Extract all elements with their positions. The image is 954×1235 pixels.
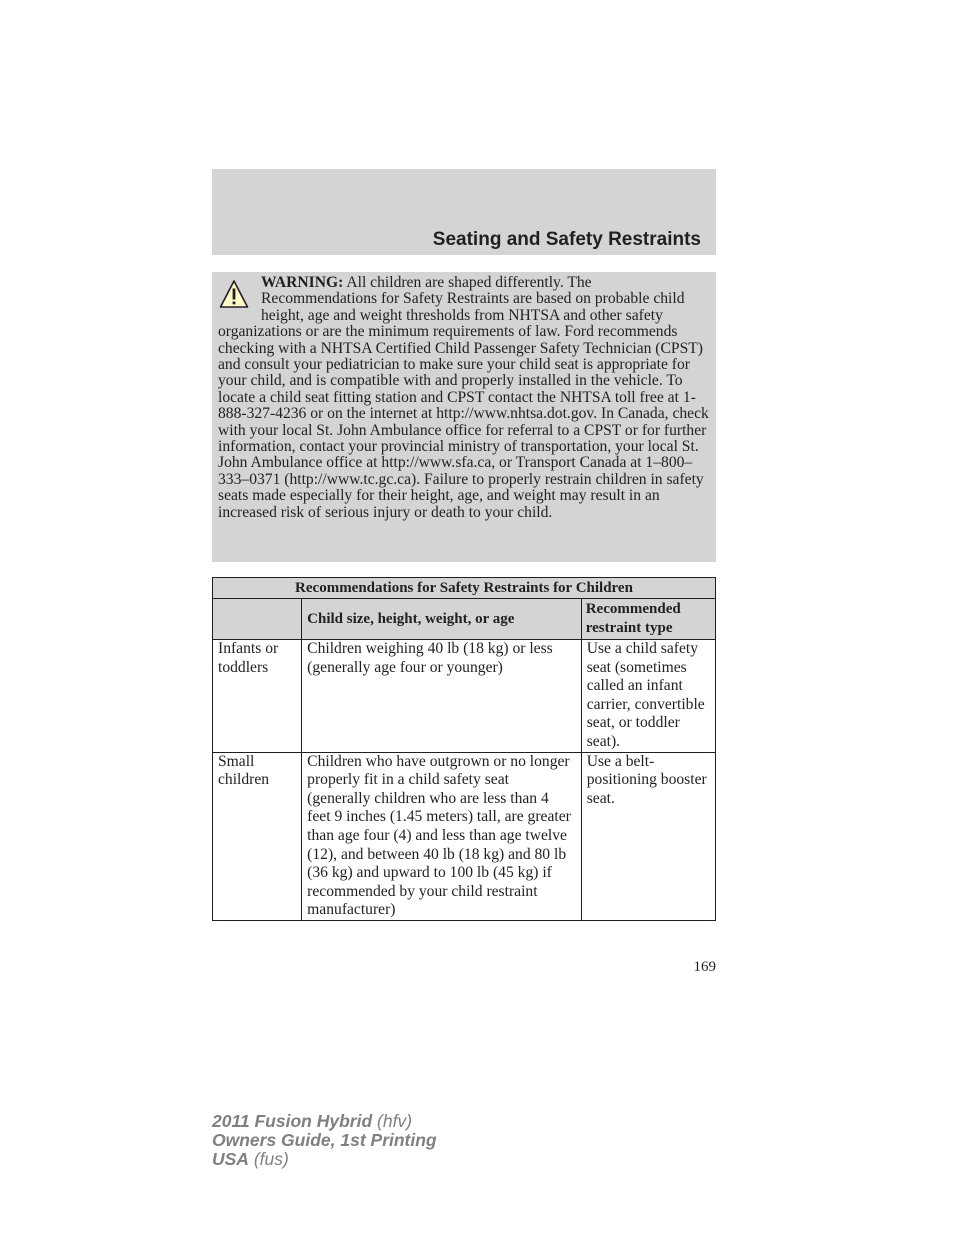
column-header-restraint-type: Recommended restraint type <box>581 599 715 640</box>
column-header-child-size: Child size, height, weight, or age <box>302 599 582 640</box>
table-title-row <box>213 578 716 599</box>
footer-line-model: 2011 Fusion Hybrid (hfv) <box>212 1111 413 1131</box>
table-header-row <box>213 599 716 640</box>
footer-line-guide: Owners Guide, 1st Printing <box>212 1130 437 1150</box>
warning-label: WARNING: <box>261 274 344 291</box>
table-row <box>213 640 716 753</box>
row-description: Children weighing 40 lb (18 kg) or less (generally age four or younger) <box>302 640 582 753</box>
section-header-band <box>212 169 716 255</box>
page-number: 169 <box>693 959 716 975</box>
footer-line-region: USA (fus) <box>212 1149 289 1169</box>
warning-triangle-icon <box>219 279 249 311</box>
column-header-category <box>213 599 302 640</box>
document-footer <box>212 1112 437 1169</box>
table-row <box>213 752 716 920</box>
row-category: Infants or toddlers <box>213 640 302 753</box>
warning-paragraph <box>218 275 710 521</box>
safety-restraint-table <box>212 577 716 921</box>
table-title: Recommendations for Safety Restraints for Children <box>213 578 716 599</box>
row-description: Children who have outgrown or no longer properly fit in a child safety seat (generally children who are less than 4 feet 9 inches (1.45 meters) tall, are greater than age four (4) and less than age twelve (12), and between 40 lb (18 kg) and 80 lb (36 kg) and upward to 100 lb (45 kg) if recommended by your child restraint manufacturer) <box>302 752 582 920</box>
warning-body: All children are shaped differently. The Recommendations for Safety Restraints are based on probable child height, age and weight thresholds from NHTSA and other safety organizations or are the minimum requirements of law. Ford recommends checking with a NHTSA Certified Child Passenger Safety Technician (CPST) and consult your pediatrician to make sure your child seat is appropriate for your child, and is compatible with and properly installed in the vehicle. To locate a child seat fitting station and CPST contact the NHTSA toll free at 1-888-327-4236 or on the internet at http://www.nhtsa.dot.gov. In Canada, check with your local St. John Ambulance office for referral to a CPST or for further information, contact your provincial ministry of transportation, your local St. John Ambulance office at http://www.sfa.ca, or Transport Canada at 1–800–333–0371 (http://www.tc.gc.ca). Failure to properly restrain children in safety seats made especially for their height, age, and weight may result in an increased risk of serious injury or death to your child. <box>218 274 709 521</box>
warning-box <box>212 272 716 562</box>
section-title: Seating and Safety Restraints <box>432 229 701 250</box>
row-category: Small children <box>213 752 302 920</box>
row-restraint: Use a child safety seat (sometimes called an infant carrier, convertible seat, or toddler seat). <box>581 640 715 753</box>
row-restraint: Use a belt-positioning booster seat. <box>581 752 715 920</box>
